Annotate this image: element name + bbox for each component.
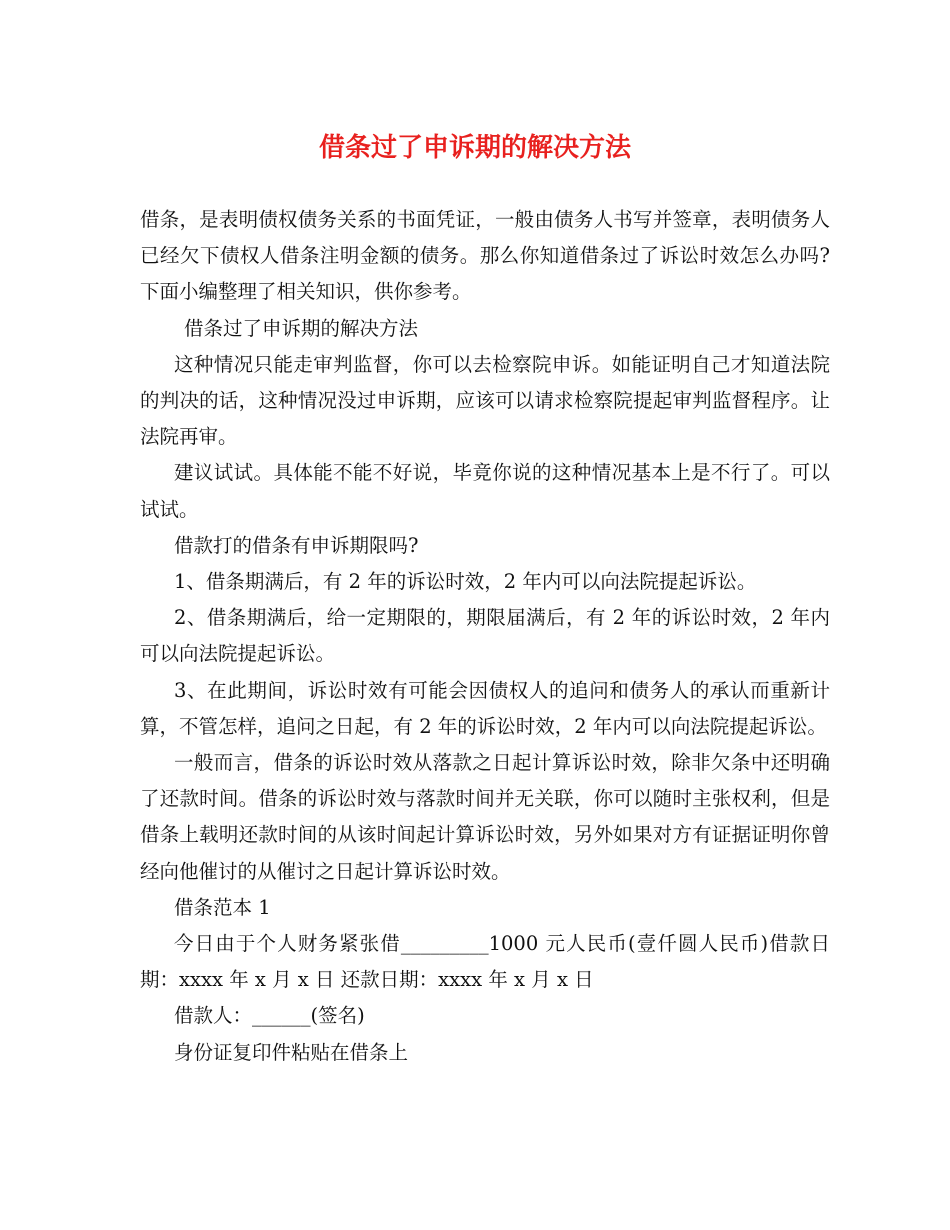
paragraph-subheading: 借条过了申诉期的解决方法 xyxy=(184,316,419,340)
paragraph-item-2: 2、借条期满后，给一定期限的，期限届满后，有 2 年的诉讼时效，2 年内可以向法院提起诉讼。 xyxy=(140,606,830,666)
paragraph-item-1: 1、借条期满后，有 2 年的诉讼时效，2 年内可以向法院提起诉讼。 xyxy=(174,570,757,594)
paragraph-id-copy: 身份证复印件粘贴在借条上 xyxy=(174,1040,409,1064)
paragraph-general: 一般而言，借条的诉讼时效从落款之日起计算诉讼时效，除非欠条中还明确了还款时间。借条的诉讼时效与落款时间并无关联，你可以随时主张权利，但是借条上载明还款时间的从该时间起计算诉讼时效，另外如果对方有证据证明你曾经向他催讨的从催讨之日起计算诉讼时效。 xyxy=(140,751,830,883)
paragraph-template-body: 今日由于个人财务紧张借_________1000 元人民币(壹仟圆人民币)借款日期：xxxx 年 x 月 x 日 还款日期：xxxx 年 x 月 x 日 xyxy=(140,932,830,992)
paragraph-item-3: 3、在此期间，诉讼时效有可能会因债权人的追问和债务人的承认而重新计算，不管怎样，追问之日起，有 2 年的诉讼时效，2 年内可以向法院提起诉讼。 xyxy=(140,678,830,738)
document-title: 借条过了申诉期的解决方法 xyxy=(318,133,631,163)
paragraph-intro: 借条，是表明债权债务关系的书面凭证，一般由债务人书写并签章，表明债务人已经欠下债权人借条注明金额的债务。那么你知道借条过了诉讼时效怎么办吗?下面小编整理了相关知识，供你参考。 xyxy=(140,208,830,304)
document-body xyxy=(140,202,830,1071)
paragraph-suggestion: 建议试试。具体能不能不好说，毕竟你说的这种情况基本上是不行了。可以试试。 xyxy=(140,461,830,521)
paragraph-borrower: 借款人：______(签名) xyxy=(174,1004,365,1028)
paragraph-supervision: 这种情况只能走审判监督，你可以去检察院申诉。如能证明自己才知道法院的判决的话，这种情况没过申诉期，应该可以请求检察院提起审判监督程序。让法院再审。 xyxy=(140,352,830,449)
paragraph-template-heading: 借条范本 1 xyxy=(174,895,271,919)
paragraph-question: 借款打的借条有申诉期限吗? xyxy=(174,533,419,557)
